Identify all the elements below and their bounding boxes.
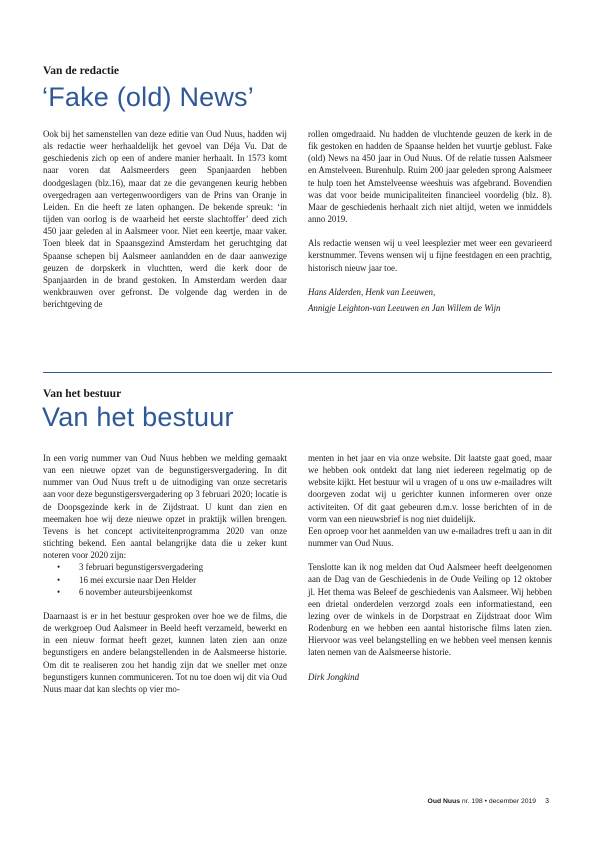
article-column-right: [308, 128, 552, 314]
list-item: • 3 februari begunstigersvergadering: [43, 561, 287, 573]
article-paragraph: Daarnaast is er in het bestuur gesproken over hoe we de films, die de werkgroep Oud Aalsmeer in Beeld heeft verzameld, bewerkt en in een nieuw format heeft gezet, kunnen laten zien aan onze begunstigers en andere belangstellenden in de Aalsmeerse historie. Om dit te realiseren zou het handig zijn dat we sneller met onze begunstigers kunnen communiceren. Tot nu toe doen wij dit via Oud Nuus maar dat kan slechts op vier mo-: [43, 610, 287, 694]
section-divider: [43, 372, 552, 373]
article-paragraph: Ook bij het samenstellen van deze editie van Oud Nuus, hadden wij als redactie weer herhaaldelijk het gevoel van Déja Vu. Dat de geschiedenis zich op een of andere manier herhaalt. In 1573 komt naar voren dat Aalsmeerders geen Spanjaarden hebben doodgeslagen (blz.16), maar dat ze die gevangenen keurig hebben overgedragen aan vertegenwoordigers van de Prins van Oranje in Leiden. En die heeft ze laten ophangen. De bekende spreuk: ‘in tijden van oorlog is de waarheid het eerste slachtoffer’ deed zich 450 jaar geleden al in Aalsmeer voor. Niet een keertje, maar vaker. Toen bleek dat in Spaansgezind Amsterdam het geruchtging dat Spaanse schepen bij Aalsmeer aanlandden en de daar aanwezige geuzen de dorpskerk in vluchtten, werd die kerk door de Spanjaarden in de brand gestoken. In Amsterdam werden daar wenkbrauwen over gefronst. De volgende dag werden in de berichtgeving de: [43, 129, 287, 310]
page-number: 3: [545, 798, 549, 805]
article-column-left: [43, 128, 287, 310]
signature-line: Dirk Jongkind: [308, 671, 360, 682]
footer-magazine-name: Oud Nuus: [427, 798, 461, 805]
article-paragraph: Tenslotte kan ik nog melden dat Oud Aalsmeer heeft deelgenomen aan de Dag van de Geschiedenis in de Oude Veiling op 12 oktober jl. Het thema was Beleef de geschiedenis van Aalsmeer. Wij hebben een drietal onderdelen verzorgd zoals een informatiestand, een lezing over de winkels in de Dorpstraat en Zijdstraat door Wim Rodenburg en we hebben een aantal historische films laten zien. Hiervoor was veel belangstelling en we hebben veel mensen kennis laten nemen van de Aalsmeerse historie.: [308, 562, 552, 658]
article-paragraph: Een oproep voor het aanmelden van uw e-mailadres treft u aan in dit nummer van Oud Nuus.: [308, 525, 552, 549]
article-paragraph: menten in het jaar en via onze website. Dit laatste gaat goed, maar we hebben ook ontdekt dat lang niet iedereen regelmatig op de website kijkt. Het bestuur wil u vragen of u ons uw e-mailadres wilt doorgeven zodat wij u gerichter kunnen informeren over onze activiteiten. Of dit gaat gebeuren d.m.v. losse berichten of in de vorm van een nieuwsbrief is nog niet duidelijk.: [308, 453, 552, 524]
page-footer: [428, 798, 549, 805]
article-column-right: [308, 452, 552, 683]
article-paragraph: Als redactie wensen wij u veel leesplezier met weer een gevarieerd kerstnummer. Tevens wensen wij u fijne feestdagen en een prachtig, historisch nieuw jaar toe.: [308, 238, 552, 273]
article-paragraph: rollen omgedraaid. Nu hadden de vluchtende geuzen de kerk in de fik gestoken en hadden de Spaanse helden het vuurtje geblust. Fake (old) News na 450 jaar in Oud Nuus. Of de relatie tussen Aalsmeer en Amstelveen. Burenhulp. Ruim 200 jaar geleden sprong Aalsmeer te hulp toen het Amstelveense weeshuis was afgebrand. Bovendien was dat voor beide municipaliteiten financieel voordelig (blz. 8). Maar de geschiedenis herhaalt zich niet altijd, weten we inmiddels anno 2019.: [308, 129, 552, 225]
signature-line: Hans Alderden, Henk van Leeuwen,: [308, 286, 436, 297]
section-kicker-bestuur: Van het bestuur: [43, 388, 122, 400]
section-kicker-redactie: Van de redactie: [43, 65, 120, 77]
section-title-van-het-bestuur: Van het bestuur: [42, 402, 234, 432]
list-item: • 16 mei excursie naar Den Helder: [43, 574, 287, 586]
list-item: • 6 november auteursbijeenkomst: [43, 586, 287, 598]
article-column-left: [43, 452, 287, 695]
footer-issue: nr. 198 • december 2019: [460, 798, 537, 805]
page-title-fake-old-news: ‘Fake (old) News’: [42, 82, 254, 112]
signature-line: Annigje Leighton-van Leeuwen en Jan Willem de Wijn: [308, 302, 501, 313]
article-paragraph: In een vorig nummer van Oud Nuus hebben we melding gemaakt van een nieuwe opzet van de begunstigersvergadering. In dit nummer van Oud Nuus treft u de uitnodiging van onze secretaris aan voor deze begunstigersvergadering op 3 februari 2020; locatie is de Doopsgezinde kerk in de Zijdstraat. U kunt dan zien en meemaken hoe wij deze nieuwe opzet in praktijk willen brengen. Tevens is het concept activiteitenprogramma 2020 van onze stichting bekend. Een aantal belangrijke data die u zeker kunt noteren voor 2020 zijn:: [43, 453, 287, 561]
dates-list: [43, 561, 287, 597]
